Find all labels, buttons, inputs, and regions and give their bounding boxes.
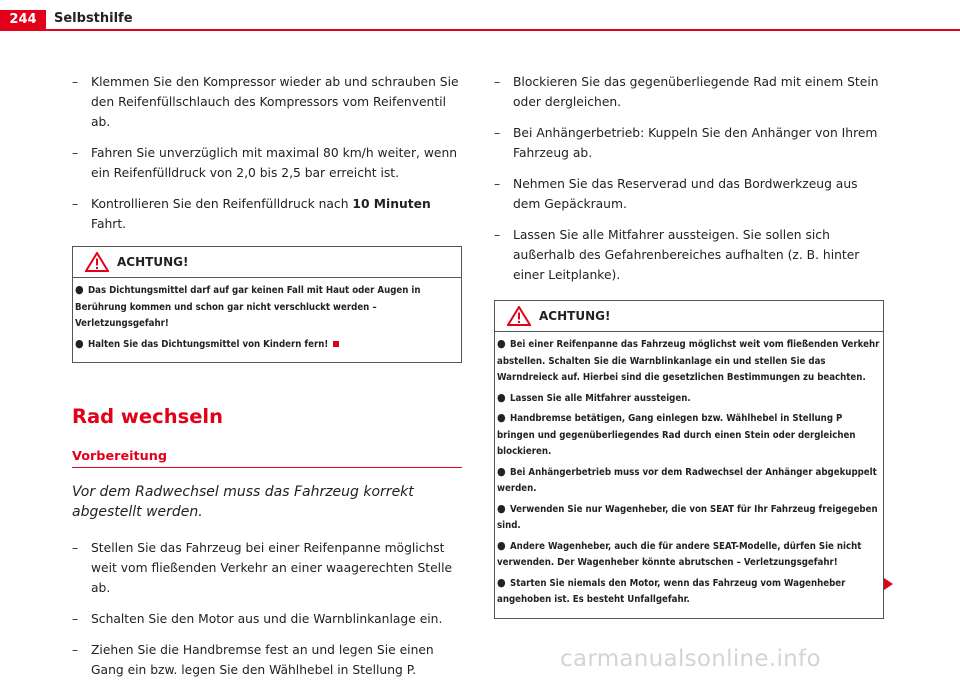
warning-item — [497, 464, 881, 498]
step-text: Kontrollieren Sie den Reifenfülldruck nach — [91, 197, 353, 211]
dash-marker: – — [494, 177, 501, 191]
section-end-icon — [333, 341, 339, 347]
step-item — [72, 538, 462, 598]
warning-triangle-icon — [85, 252, 109, 272]
warning-item — [497, 336, 881, 387]
warning-label: ACHTUNG! — [539, 309, 611, 323]
dash-marker: – — [72, 643, 79, 657]
continue-arrow-icon — [884, 578, 893, 590]
warning-body — [495, 332, 883, 618]
warning-header — [73, 247, 461, 278]
dash-marker: – — [72, 146, 79, 160]
warning-text: Lassen Sie alle Mitfahrer aussteigen. — [510, 392, 691, 404]
step-emphasis: 10 Minuten — [352, 197, 431, 211]
step-text: Blockieren Sie das gegenüberliegende Rad mit einem Stein oder dergleichen. — [513, 75, 879, 109]
dash-marker: – — [494, 75, 501, 89]
dash-marker: – — [72, 612, 79, 626]
warning-header — [495, 301, 883, 332]
warning-triangle-icon — [507, 306, 531, 326]
right-column — [494, 72, 884, 619]
bullet-icon: ● — [497, 337, 506, 350]
warning-box — [72, 246, 462, 363]
warning-item — [497, 501, 881, 535]
warning-text: Halten Sie das Dichtungsmittel von Kindern fern! — [88, 338, 329, 350]
dash-marker: – — [72, 197, 79, 211]
warning-label: ACHTUNG! — [117, 255, 189, 269]
step-list — [72, 538, 462, 680]
warning-box — [494, 300, 884, 619]
warning-item — [497, 575, 881, 609]
warning-item — [497, 410, 881, 461]
step-item — [72, 609, 462, 629]
step-text: Klemmen Sie den Kompressor wieder ab und schrauben Sie den Reifenfüllschlauch des Kompressors vom Reifenventil ab. — [91, 75, 459, 129]
intro-text: Vor dem Radwechsel muss das Fahrzeug korrekt abgestellt werden. — [72, 484, 414, 520]
step-item — [72, 143, 462, 183]
warning-item — [497, 390, 881, 408]
dash-marker: – — [72, 541, 79, 555]
step-item — [494, 72, 884, 112]
step-text: Lassen Sie alle Mitfahrer aussteigen. Sie sollen sich außerhalb des Gefahrenbereiches aufhalten (z. B. hinter einer Leitplanke). — [513, 228, 860, 282]
warning-item — [75, 282, 459, 333]
bullet-icon: ● — [75, 336, 84, 350]
warning-text: Starten Sie niemals den Motor, wenn das Fahrzeug vom Wagenheber angehoben ist. Es besteht Unfallgefahr. — [497, 577, 846, 605]
step-text: Bei Anhängerbetrieb: Kuppeln Sie den Anhänger von Ihrem Fahrzeug ab. — [513, 126, 878, 160]
warning-item — [497, 538, 881, 572]
dash-marker: – — [494, 126, 501, 140]
step-text: Nehmen Sie das Reserverad und das Bordwerkzeug aus dem Gepäckraum. — [513, 177, 858, 211]
bullet-icon: ● — [497, 411, 506, 424]
warning-text: Handbremse betätigen, Gang einlegen bzw. Wählhebel in Stellung P bringen und gegenüberliegendes Rad durch einen Stein oder dergleichen blockieren. — [497, 413, 856, 457]
warning-text: Verwenden Sie nur Wagenheber, die von SEAT für Ihr Fahrzeug freigegeben sind. — [497, 503, 878, 531]
bullet-icon: ● — [497, 501, 506, 515]
section-title: Rad wechseln — [72, 405, 224, 428]
step-text: Ziehen Sie die Handbremse fest an und legen Sie einen Gang ein bzw. legen Sie den Wählhebel in Stellung P. — [91, 643, 434, 677]
step-text: Fahrt. — [91, 217, 127, 231]
step-item — [494, 123, 884, 163]
bullet-icon: ● — [497, 538, 506, 552]
step-text: Schalten Sie den Motor aus und die Warnblinkanlage ein. — [91, 612, 443, 626]
warning-text: Bei Anhängerbetrieb muss vor dem Radwechsel der Anhänger abgekuppelt werden. — [497, 466, 877, 494]
warning-body — [73, 278, 461, 362]
step-item — [72, 194, 462, 234]
bullet-icon: ● — [497, 575, 506, 589]
bullet-icon: ● — [75, 283, 84, 296]
header-rule — [0, 29, 960, 31]
step-item — [494, 225, 884, 285]
step-text: Stellen Sie das Fahrzeug bei einer Reifenpanne möglichst weit vom fließenden Verkehr an einer waagerechten Stelle ab. — [91, 541, 453, 595]
step-list — [494, 72, 884, 285]
page-number: 244 — [0, 10, 46, 30]
step-list — [72, 72, 462, 234]
warning-item — [75, 336, 459, 354]
header-title: Selbsthilfe — [54, 11, 133, 26]
page-header — [0, 0, 960, 31]
bullet-icon: ● — [497, 464, 506, 478]
dash-marker: – — [494, 228, 501, 242]
sub-title: Vorbereitung — [72, 449, 462, 468]
watermark: carmanualsonline.info — [560, 646, 821, 672]
warning-text: Andere Wagenheber, auch die für andere SEAT-Modelle, dürfen Sie nicht verwenden. Der Wagenheber könnte abrutschen – Verletzungsgefahr! — [497, 540, 862, 568]
warning-text: Das Dichtungsmittel darf auf gar keinen Fall mit Haut oder Augen in Berührung kommen und schon gar nicht verschluckt werden – Verletzungsgefahr! — [75, 285, 421, 329]
warning-text: Bei einer Reifenpanne das Fahrzeug möglichst weit vom fließenden Verkehr abstellen. Schalten Sie die Warnblinkanlage ein und stellen Sie das Warndreieck auf. Hierbei sind die gesetzlichen Bestimmungen zu beachten. — [497, 339, 880, 383]
dash-marker: – — [72, 75, 79, 89]
step-item — [494, 174, 884, 214]
bullet-icon: ● — [497, 390, 506, 404]
step-text: Fahren Sie unverzüglich mit maximal 80 km/h weiter, wenn ein Reifenfülldruck von 2,0 bis 2,5 bar erreicht ist. — [91, 146, 458, 180]
step-item — [72, 640, 462, 680]
left-column — [72, 72, 462, 691]
step-item — [72, 72, 462, 132]
